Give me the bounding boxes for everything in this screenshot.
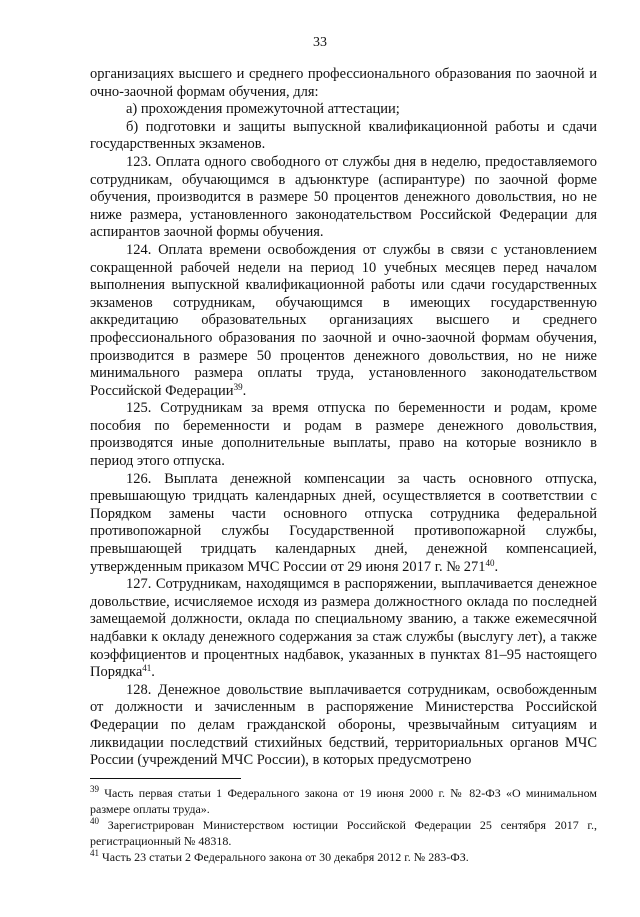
paragraph-text: а) прохождения промежуточной аттестации;: [126, 101, 400, 118]
footnote-text: Часть первая статьи 1 Федерального закона от 19 июня 2000 г. № 82-ФЗ «О минимальном размере оплаты труда».: [90, 786, 597, 816]
paragraph-tail: .: [242, 382, 247, 399]
paragraph-item-b: [90, 119, 597, 154]
paragraph-text: организациях высшего и среднего профессионального образования по заочной и очно-заочной формам обучения, для:: [90, 66, 597, 100]
footnote-40: [90, 818, 597, 849]
paragraph-text: 128. Денежное довольствие выплачивается сотрудникам, освобожденным от должности и зачисленным в распоряжение Министерства Российской Федерации по делам гражданской обороны, чрезвычайным ситуациям и ликвидации последствий стихийных бедствий, территориальных органов МЧС России (учреждений МЧС России), в которых предусмотрено: [90, 681, 597, 769]
paragraph-128: [90, 682, 597, 770]
footnote-text: Часть 23 статьи 2 Федерального закона от 30 декабря 2012 г. № 283-ФЗ.: [99, 850, 469, 864]
paragraph-text: 124. Оплата времени освобождения от службы в связи с установлением сокращенной рабочей недели на период 10 учебных месяцев перед началом выполнения выпускной квалификационной работы или сдачи государственных экзаменов сотрудникам, обучающимся в имеющих государственную аккредитацию образовательных организациях высшего и среднего профессионального образования по заочной и очно-заочной формам обучения, производится в размере 50 процентов денежного довольствия, но не ниже минимального размера оплаты труда, установленного законодательством Российской Федерации: [90, 241, 597, 399]
paragraph-126: [90, 471, 597, 577]
footnote-divider: [90, 778, 241, 779]
footnote-text: Зарегистрирован Министерством юстиции Российской Федерации 25 сентября 2017 г., регистрационный № 48318.: [90, 818, 597, 848]
paragraph-127: [90, 576, 597, 682]
paragraph-123: [90, 154, 597, 242]
page-number: 33: [313, 35, 327, 50]
paragraph-text: 123. Оплата одного свободного от службы дня в неделю, предоставляемого сотрудникам, обучающимся в адъюнктуре (аспирантуре) по заочной форме обучения, производится в размере 50 процентов денежного довольствия, но не ниже размера, установленного законодательством Российской Федерации для аспирантов заочной формы обучения.: [90, 153, 597, 241]
footnote-ref-40: 40: [485, 557, 495, 568]
footnote-39: [90, 786, 597, 817]
paragraph-125: [90, 400, 597, 470]
paragraph-continuation: [90, 66, 597, 101]
footnote-marker: 39: [90, 784, 99, 794]
footnotes: [90, 786, 597, 866]
paragraph-tail: .: [494, 558, 499, 575]
footnote-marker: 41: [90, 848, 99, 858]
footnote-ref-39: 39: [233, 381, 243, 392]
document-body: [90, 66, 597, 770]
footnote-41: [90, 850, 597, 866]
paragraph-124: [90, 242, 597, 400]
paragraph-text: 125. Сотрудникам за время отпуска по беременности и родам, кроме пособия по беременности и родам в размере денежного довольствия, производятся иные дополнительные выплаты, право на которые возникло в период этого отпуска.: [90, 400, 597, 470]
paragraph-text: 127. Сотрудникам, находящимся в распоряжении, выплачивается денежное довольствие, исчисляемое исходя из размера должностного оклада по последней замещаемой должности, оклада по специальному званию, а также ежемесячной надбавки к окладу денежного содержания за стаж службы (выслугу лет), а также коэффициентов и процентных надбавок, указанных в пунктах 81–95 настоящего Порядка: [90, 576, 597, 681]
footnote-marker: 40: [90, 816, 99, 826]
paragraph-text: 126. Выплата денежной компенсации за часть основного отпуска, превышающую тридцать календарных дней, осуществляется в соответствии с Порядком замены части основного отпуска сотрудника федеральной противопожарной службы Государственной противопожарной службы, превышающей тридцать календарных дней, денежной компенсацией, утвержденным приказом МЧС России от 29 июня 2017 г. № 271: [90, 470, 597, 575]
paragraph-tail: .: [151, 664, 155, 681]
paragraph-item-a: [90, 101, 597, 119]
paragraph-text: б) подготовки и защиты выпускной квалификационной работы и сдачи государственных экзаменов.: [90, 118, 597, 153]
footnote-ref-41: 41: [142, 663, 152, 674]
